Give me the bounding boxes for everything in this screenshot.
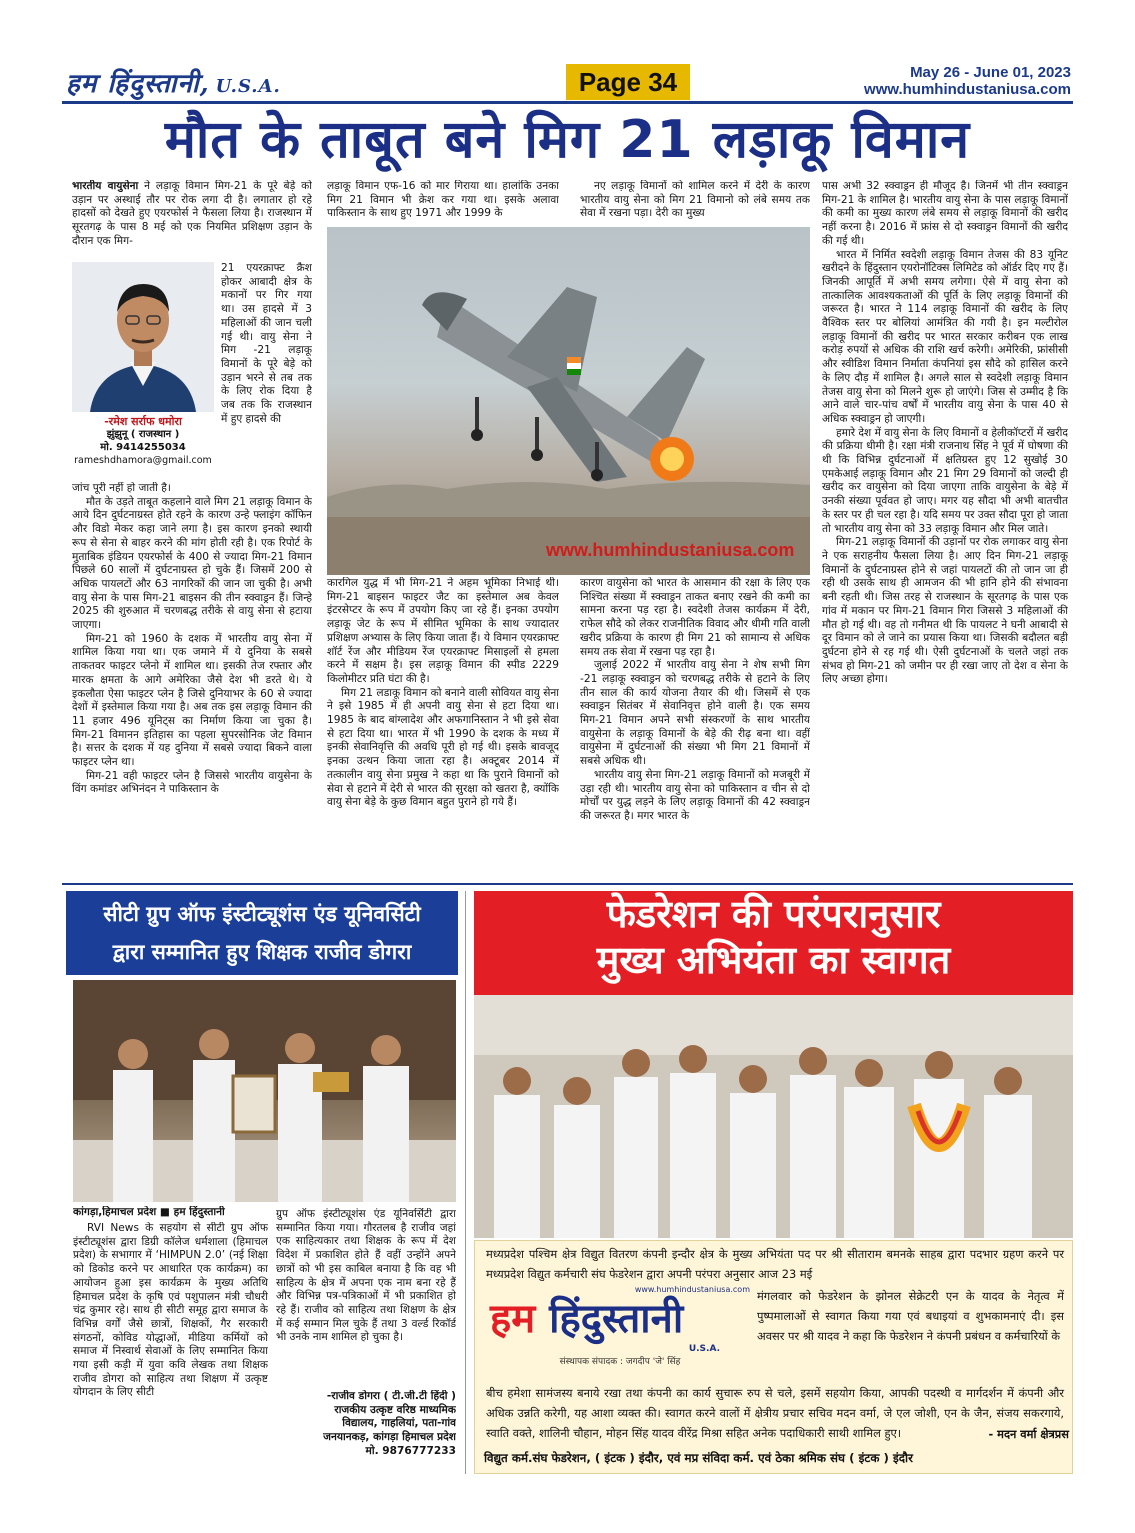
br-headline-1: फेडरेशन की परंपरानुसार: [606, 892, 941, 936]
lead-col4-p3: हमारे देश में वायु सेना के लिए विमानों व हेलीकॉप्टरों में खरीद की प्रक्रिया धीमी है। रक्षा मंत्री राजनाथ सिंह ने पूर्व में घोषणा की थी कि विभिन्न दुर्घटनाओं में क्षतिग्रस्त हुए 12 सुखोई 30 एमकेआई लड़ाकू विमान और 21 मिग 29 विमानों को जल्दी ही खरीद कर वायुसेना को दिया जाएगा ताकि वायुसेना के बेड़े में उनकी संख्या पूर्ववत हो जाए। मगर यह सौदा भी अभी बातचीत के स्तर पर ही चल रहा है। यदि समय पर उक्त सौदा पूरा हो जाता तो भारतीय वायु सेना को 33 लड़ाकू विमान और मिल जाते।: [822, 426, 1068, 535]
lead-col1-p5: मिग-21 वही फाइटर प्लेन है जिससे भारतीय वायुसेना के विंग कमांडर अभिनंदन ने पाकिस्तान के: [72, 769, 312, 796]
logo-usa: U.S.A.: [688, 1344, 720, 1354]
author-caption: [72, 415, 214, 467]
bl-col2: [276, 1208, 456, 1388]
lead-col3-top-text: नए लड़ाकू विमानों को शामिल करने में देरी के कारण भारतीय वायु सेना को मिग 21 विमानो को लंबे समय तक सेवा में रखना पड़ा। देरी का मुख्य: [580, 180, 810, 220]
bl-col2-text: ग्रुप ऑफ इंस्टीट्यूशंस एंड यूनिवर्सिटी द्वारा सम्मानित किया गया। गौरतलब है राजीव जहां एक साहित्यकार तथा शिक्षक के रूप में देश विदेश में प्रकाशित होते हैं वहीं उन्होंने अपने छात्रों को भी इस काबिल बनाया है कि वह भी साहित्य के क्षेत्र में अपना एक नाम बना रहे हैं और विभिन्न पत्र-पत्रिकाओं में भी प्रकाशित हो रहे हैं। राजीव को साहित्य तथा शिक्षण के क्षेत्र में कई सम्मान मिल चुके हैं तथा 3 वर्ल्ड रिकॉर्ड भी उनके नाम शामिल हो चुका है।: [276, 1208, 456, 1344]
bl-sign-3: विद्यालय, गाहलियां, पता-गांव: [342, 1417, 456, 1430]
lead-col1-para: [72, 180, 312, 249]
lead-headline: मौत के ताबूत बने मिग 21 लड़ाकू विमान: [164, 110, 971, 170]
bl-headline-1: सीटी ग्रुप ऑफ इंस्टीट्यूशंस एंड यूनिवर्सिटी: [103, 902, 421, 926]
br-sign: - मदन वर्मा क्षेत्रप्रस: [988, 1427, 1069, 1441]
author-phone: मो. 9414255034: [100, 442, 186, 453]
br-intro: मध्यप्रदेश पश्चिम क्षेत्र विद्युत वितरण कंपनी इन्दौर क्षेत्र के मुख्य अभियंता पद पर श्री सीताराम बमनके साहब द्वारा पदभार ग्रहण करने पर मध्यप्रदेश विद्युत कर्मचारी संघ फेडरेशन द्वारा अपनी परंपरा अनुसार आज 23 मई: [486, 1247, 1064, 1281]
br-side: मंगलवार को फेडरेशन के झोनल सेक्रेटरी एन के यादव के नेतृत्व में पुष्पमालाओं से स्वागत किया गया एवं बधाइयां व शुभकामनाएं दी। इस अवसर पर श्री यादव ने कहा कि फेडरेशन ने कंपनी प्रबंधन व कर्मचारियों के: [757, 1289, 1064, 1343]
masthead-rule: [62, 101, 1073, 104]
bl-sign-4: जनयानकड़, कांगड़ा हिमाचल प्रदेश: [323, 1431, 456, 1444]
logo-wordmark: [490, 1294, 750, 1344]
photo-watermark: www.humhindustaniusa.com: [546, 540, 795, 560]
lead-col1-bold: भारतीय वायुसेना: [72, 180, 139, 192]
lead-col2-p1: कारगिल युद्ध में भी मिग-21 ने अहम भूमिका निभाई थी। मिग-21 बाइसन फाइटर जैट का इस्तेमाल अब केवल इंटरसेप्टर के रूप में उपयोग किए जा रहे हैं। इनका उपयोग लड़ाकू जेट के रूप में सीमित भूमिका के साथ ज्यादातर प्रशिक्षण अभ्यास के लिए किया जाता हैं। ये विमान एयरक्राफ्ट शॉर्ट रेंज और मीडियम रेंज एयरक्राफ्ट मिसाइलों से हमला करने में सक्षम है। इस लड़ाकू विमान की स्पीड 2229 किलोमीटर प्रति घंटा की है।: [327, 577, 559, 685]
issue-date: May 26 - June 01, 2023: [910, 64, 1071, 81]
fighter-jet-icon: [327, 227, 810, 575]
masthead-usa: U.S.A.: [215, 76, 281, 97]
br-headline-box: [474, 891, 1073, 995]
author-name: -रमेश सर्राफ धमोरा: [104, 415, 182, 428]
masthead-right: [864, 64, 1071, 98]
bl-sign-2: राजकीय उत्कृष्ट वरिष्ठ माध्यमिक: [334, 1403, 456, 1416]
lead-col3-top: [580, 180, 810, 226]
br-footer: विद्युत कर्म.संघ फेडरेशन, ( इंटक ) इंदौर, एवं मप्र संविदा कर्म. एवं ठेका श्रमिक संघ ( इंटक ) इंदौर: [484, 1451, 913, 1465]
lead-col2-body: [327, 577, 559, 877]
lead-col2-p2: मिग 21 लडाकू विमान को बनाने वाली सोवियत वायु सेना ने इसे 1985 में ही अपनी वायु सेना से हटा दिया था। 1985 के बाद बांग्लादेश और अफगानिस्तान ने भी इसे सेवा से हटा दिया था। भारत में भी 1990 के दशक के मध्य में इनकी सेवानिवृत्ति की अवधि पूरी हो गई थी। इसके बावजूद इनका उत्थन किया जाता रहा है। अक्टूबर 2014 में तत्कालीन वायु सेना प्रमुख ने कहा था कि पुराने विमानों को सेवा से हटाने में देरी से भारत की सुरक्षा को खतरा है, क्योंकि वायु सेना बेड़े के कुछ विमान बहुत पुराने हो गये हैं।: [327, 686, 559, 809]
logo-word-2: हिंदुस्तानी: [549, 1296, 684, 1342]
lead-col1-body: [72, 482, 312, 878]
bl-headline-2: द्वारा सम्मानित हुए शिक्षक राजीव डोगरा: [112, 940, 412, 964]
br-headline-2: मुख्य अभियंता का स्वागत: [596, 938, 951, 982]
author-email[interactable]: rameshdhamora@gmail.com: [74, 455, 212, 466]
author-place: झुंझुनू ( राजस्थान ): [106, 429, 180, 440]
bl-signature: [276, 1390, 456, 1474]
group-welcome-icon: [474, 995, 1073, 1238]
masthead-title: [66, 64, 281, 100]
lead-col1-side: [221, 262, 312, 480]
masthead-name: हम हिंदुस्तानी,: [66, 69, 210, 99]
bl-col1-text: RVI News के सहयोग से सीटी ग्रुप ऑफ इंस्टीट्यूशंस द्वारा डिग्री कॉलेज धर्मशाला (हिमाचल प्रदेश) के सभागार में ‘HIMPUN 2.0’ (नई शिक्षा को डिकोड करने पर आधारित एक कार्यक्रम) का आयोजन हुआ इस कार्यक्रम के मुख्य अतिथि हिमाचल प्रदेश के कृषि एवं पशुपालन मंत्री चौधरी चंद्र कुमार रहे। साथ ही सीटी समूह द्वारा समाज के विभिन्न वर्गों जैसे छात्रों, शिक्षकों, गैर सरकारी संगठनों, कोविड योद्धाओं, मीडिया कर्मियों को समाज में निस्वार्थ सेवाओं के लिए सम्मानित किया गया इसी कड़ी में युवा कवि लेखक तथा शिक्षक राजीव डोगरा को साहित्य तथा शिक्षण में उत्कृष्ट योगदान के लिए सीटी: [73, 1222, 268, 1399]
bl-sign-5: मो. 9876777233: [365, 1444, 456, 1457]
lead-col1-p4: मिग-21 को 1960 के दशक में भारतीय वायु सेना में शामिल किया गया था। एक जमाने में ये दुनिया के सबसे ताकतवर फाइटर प्लेनो में शामिल था। इसकी तेज रफ्तार और मारक क्षमता के आगे अमेरिका जैसे देश भी डरते थे। ये इकलौता ऐसा फाइटर प्लेन है जिसे दुनियाभर के 60 से ज्यादा देशों में इस्तेमाल किया गया है। अब तक इस लड़ाकू विमान की 11 हजार 496 यूनिट्स का निर्माण किया जा चुका है। मिग-21 विमानन इतिहास का पहला सुपरसोनिक जेट विमान है। सत्तर के दशक में यह दुनिया में सबसे ज्यादा बिकने वाला फाइटर प्लेन था।: [72, 632, 312, 769]
lead-col1-p2: जांच पूरी नहीं हो जाती है।: [72, 482, 171, 494]
logo-word-1: हम: [490, 1296, 536, 1342]
logo-tagline: संस्थापक संपादक : जगदीप 'जे' सिंह: [559, 1357, 681, 1367]
website-link[interactable]: www.humhindustaniusa.com: [864, 81, 1071, 98]
lead-col2-top: [327, 180, 559, 226]
column-rule: [465, 891, 466, 1474]
lead-col2-top-text: लड़ाकू विमान एफ-16 को मार गिराया था। हालांकि उनका मिग 21 विमान भी क्रेश कर गया था। इसके अलावा पाकिस्तान के साथ हुए 1971 और 1999 के: [327, 180, 559, 220]
author-portrait-icon: [72, 262, 214, 412]
lead-col4: [822, 180, 1068, 878]
lead-col3-p2: जुलाई 2022 में भारतीय वायु सेना ने शेष सभी मिग -21 लड़ाकू स्क्वाड्रन को चरणबद्ध तरीके से हटाने के लिए तीन साल की कार्य योजना तैयार की थी। जिसमें से एक स्क्वाड्रन सितंबर में सेवानिवृत्त होने वाली है। एक समय मिग-21 विमान अपने सभी संस्करणों के साथ भारतीय वायुसेना के लड़ाकू विमानों के बेड़े की रीढ़ बना था। वहीं वायुसेना में दुर्घटनाओं की संख्या भी मिग 21 विमानों में सबसे अधिक थी।: [580, 659, 810, 768]
page-number: Page 34: [566, 64, 690, 100]
br-rest: बीच हमेशा सामंजस्य बनाये रखा तथा कंपनी का कार्य सुचारू रुप से चले, इसमें सहयोग किया, आपकी पदस्थी व मार्गदर्शन में कंपनी और अधिक उन्नति करेगी, यह आशा व्यक्त की। स्वागत करने वालों में क्षेत्रीय प्रचार सचिव मदन वर्मा, जे एल जोशी, एन के जैन, संजय सकरगाये, स्वाति वक्ते, शालिनी चौहान, मोहन सिंह यादव वीरेंद्र मिश्रा सहित अनेक पदाधिकारी साथी शामिल हुए।: [486, 1386, 1064, 1440]
mig21-photo: [327, 227, 810, 575]
br-group-photo: [474, 995, 1073, 1238]
hum-hindustani-logo: [490, 1285, 750, 1379]
lead-col1-p3: मौत के उड़ते ताबूत कहलाने वाले मिग 21 लड़ाकू विमान के आये दिन दुर्घटनाग्रस्त होते रहने के कारण उन्हे फ्लाइंग कॉफिन और विडो मेकर कहा जाने लगा है। इस कारण इनको स्थायी रूप से सेना से बाहर करने की मांग होती रही है। एक रिपोर्ट के मुताबिक इंडियन एयरफोर्स के 400 से ज्यादा मिग-21 विमान पिछले 60 सालों में दुर्घटनाग्रस्त हो चुके हैं। जिसमें 200 से अधिक पायलटों और 63 नागरिकों की जान जा चुकी है। अभी वायु सेना के पास मिग-21 बाइसन की तीन स्क्वाड्रन हैं। जिन्हे 2025 की शुरुआत में चरणबद्ध तरीके से वायु सेना से हटाया जाएगा।: [72, 495, 312, 632]
lead-col1-side-text: 21 एयरक्राफ्ट क्रैश होकर आबादी क्षेत्र के मकानों पर गिर गया था। उस हादसे में 3 महिलाओं की जान चली गई थी। वायु सेना ने मिग -21 लड़ाकू विमानों के पूरे बेड़े को उड़ान भरने से तब तक के लिए रोक दिया है जब तक कि राजस्थान में हुए हादसे की: [221, 262, 312, 425]
logo-url: www.humhindustaniusa.com: [634, 1285, 750, 1294]
lead-col4-p4: मिग-21 लड़ाकू विमानों की उड़ानों पर रोक लगाकर वायु सेना ने एक सराहनीय फैसला लिया है। आए दिन मिग-21 लड़ाकू विमानों के दुर्घटनाग्रस्त होने से जहां पायलटों की तो जान जा ही रही थी उसके साथ ही आमजन की भी हानि होने की संभावना बनी रहती थी। जिस तरह से राजस्थान के सूरतगढ़ के पास एक गांव में मकान पर मिग-21 विमान गिरा जिससे 3 महिलाओं की मौत हो गई थी। वह तो गनीमत थी कि पायलट ने घनी आबादी से दूर विमान को ले जाने का प्रयास किया था। जिसकी बदौलत बड़ी दुर्घटना होने से रह गई थी। ऐसी दुर्घटनाओं के चलते जहां तक संभव हो मिग-21 को जमीन पर ही रखा जाए तो देश व सेना के लिए अच्छा होगा।: [822, 536, 1068, 686]
bl-col1: [73, 1222, 268, 1474]
lead-col4-p2: भारत में निर्मित स्वदेशी लड़ाकू विमान तेजस की 83 यूनिट खरीदने के हिंदुस्तान एयरोनॉटिक्स लिमिटेड को ऑर्डर दिए गए हैं। जिनकी आपूर्ति में अभी समय लगेगा। ऐसे में वायु सेना को तात्कालिक आवश्यकताओं की पूर्ति के लिए लड़ाकू विमानों की जरूरत है। भारत ने 114 लड़ाकू विमानों की खरीद के लिए वैश्विक स्तर पर बोलियां आमंत्रित की गयी है। इन मल्टीरोल लड़ाकू विमानों की खरीद पर भारत सरकार करीबन एक लाख करोड़ रुपयों से अधिक की राशि खर्च करेगी। अमेरिकी, फ्रांसीसी और स्वीडिश विमान निर्माता कंपनियां इस सौदे को हासिल करने के लिए दौड़ में शामिल है। अगले साल से स्वदेशी लड़ाकू विमान तेजस वायु सेना को मिलने शुरू हो जाएंगे। जिस से उम्मीद है कि आने वाले चार-पांच वर्षों में भारतीय वायु सेना के पास 40 से अधिक स्क्वाड्रन हो जाएगी।: [822, 248, 1068, 425]
lead-col4-p1: पास अभी 32 स्क्वाड्रन ही मौजूद है। जिनमें भी तीन स्क्वाड्रन मिग-21 के शामिल है। भारतीय वायु सेना के पास लड़ाकू विमानों की कमी का मुख्य कारण लंबे समय से लड़ाकू विमानों की खरीद नहीं करना है। 2016 में फ्रांस से दो स्क्वाड्रन विमानों की खरीद की गई थी।: [822, 180, 1068, 247]
award-ceremony-icon: [73, 980, 456, 1202]
bl-sign-1: -राजीव डोगरा ( टी.जी.टी हिंदी ): [326, 1390, 456, 1402]
lead-col3-body: [580, 577, 810, 877]
author-photo: [72, 262, 214, 412]
lead-col3-p1: कारण वायुसेना को भारत के आसमान की रक्षा के लिए एक निश्चित संख्या में स्क्वाड्रन ताकत बनाए रखने की कमी का सामना करना पड़ रहा है। स्वदेशी तेजस कार्यक्रम में देरी, राफेल सौदे को लेकर राजनीतिक विवाद और धीमी गति वाली खरीद प्रक्रिया के कारण ही मिग 21 को सामान्य से अधिक समय तक सेवा में रखना पड़ रहा है।: [580, 577, 810, 658]
section-divider: [62, 883, 1073, 885]
lead-col1-top: [72, 180, 312, 262]
bl-dateline: कांगड़ा,हिमाचल प्रदेश ■ हम हिंदुस्तानी: [73, 1206, 225, 1218]
bl-award-photo: [73, 980, 456, 1202]
bl-headline-box: [66, 891, 458, 975]
lead-col3-p3: भारतीय वायु सेना मिग-21 लड़ाकू विमानों को मजबूरी में उड़ा रही थी। भारतीय वायु सेना को पाकिस्तान व चीन से दो मोर्चों पर युद्ध लड़ने के लिए लड़ाकू विमानों की 42 स्क्वाड्रन की जरूरत है। मगर भारत के: [580, 768, 810, 822]
lead-col1-text: ने लड़ाकू विमान मिग-21 के पूरे बेड़े को उड़ान पर अस्थाई तौर पर रोक लगा दी है। लगातार हो रहे हादसों को देखते हुए एयरफोर्स ने फैसला लिया है। राजस्थान में सूरतगढ़ के पास 8 मई को एक नियमित प्रशिक्षण उड़ान के दौरान एक मिग-: [72, 180, 312, 247]
